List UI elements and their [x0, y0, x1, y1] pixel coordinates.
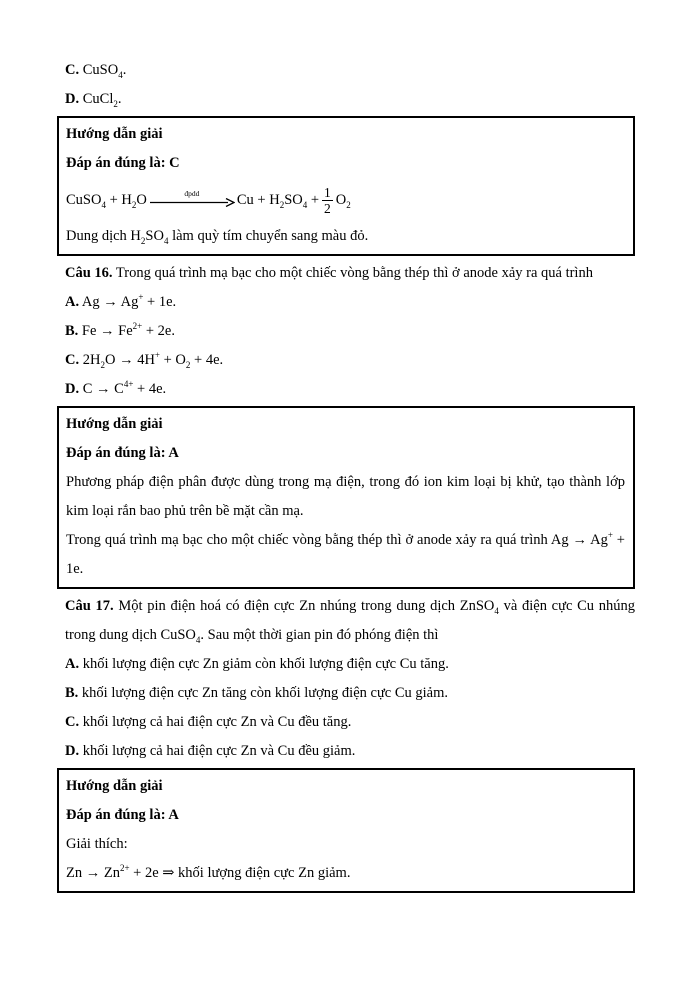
arrow-icon: [149, 198, 235, 207]
option-text: CuSO$_4$.: [79, 62, 127, 80]
question-label: Câu 17.: [65, 598, 114, 614]
question-17: [65, 592, 635, 650]
question-text: Một pin điện hoá có điện cực Zn nhúng trong dung dịch ZnSO$_4$ và điện cực Cu nhúng trong dung dịch CuSO$_4$. Sau một thời gian pin đó phóng điện thì: [65, 598, 635, 645]
fraction: [322, 185, 333, 216]
solution-box-15: [57, 116, 635, 256]
explain-label: Giải thích:: [66, 836, 128, 852]
solution-paragraph: Trong quá trình mạ bạc cho một chiếc vòng bằng thép thì ở anode xảy ra quá trình Ag → Ag+ + 1e.: [66, 530, 625, 577]
solution-title: Hướng dẫn giải: [66, 416, 163, 432]
equation-tail: $O_2$: [335, 191, 351, 210]
solution-note: Dung dịch $H_2SO_4$ làm quỳ tím chuyển sang màu đỏ.: [66, 228, 369, 246]
option-row: [65, 85, 635, 114]
question-16: [65, 259, 635, 288]
solution-paragraph: Phương pháp điện phân được dùng trong mạ điện, trong đó ion kim loại bị khử, tạo thành lớp kim loại rắn bao phủ trên bề mặt cần mạ.: [66, 474, 625, 519]
option-label: D.: [65, 743, 80, 759]
chemical-equation: [66, 178, 625, 222]
option-text: khối lượng cả hai điện cực Zn và Cu đều giảm.: [79, 743, 356, 759]
option-text: CuCl$_2$.: [79, 91, 122, 109]
option-label: B.: [65, 685, 79, 701]
answer-line: Đáp án đúng là: C: [66, 155, 180, 171]
fraction-denominator: 2: [324, 200, 331, 216]
equation-left: CuSO$_4$ + $H_2O$: [66, 191, 147, 210]
answer-line: Đáp án đúng là: A: [66, 445, 179, 461]
option-text: $Fe \to Fe^{2+} + 2e$.: [78, 321, 175, 339]
option-label: C.: [65, 714, 80, 730]
option-row: [65, 346, 635, 375]
fraction-numerator: 1: [324, 184, 331, 200]
solution-title: Hướng dẫn giải: [66, 778, 163, 794]
option-text: khối lượng điện cực Zn giảm còn khối lượng điện cực Cu tăng.: [79, 656, 449, 672]
option-row: [65, 650, 635, 679]
solution-equation: $Zn \to Zn^{2+} + 2e$ ⇒ khối lượng điện cực Zn giảm.: [66, 863, 351, 881]
option-label: A.: [65, 294, 80, 310]
solution-box-16: [57, 406, 635, 589]
option-row: [65, 708, 635, 737]
option-label: C.: [65, 352, 80, 368]
option-text: khối lượng cả hai điện cực Zn và Cu đều tăng.: [79, 714, 352, 730]
option-label: B.: [65, 323, 79, 339]
option-row: [65, 288, 635, 317]
option-row: [65, 317, 635, 346]
option-text: $2H_2O \to 4H^+ + O_2 + 4e$.: [79, 350, 224, 370]
arrow-condition-label: đpdd: [184, 188, 200, 198]
option-row: [65, 737, 635, 766]
option-row: [65, 56, 635, 85]
option-label: C.: [65, 62, 80, 78]
option-label: D.: [65, 91, 80, 107]
option-text: Ag → Ag+ + 1e.: [79, 292, 177, 310]
question-text: Trong quá trình mạ bạc cho một chiếc vòng bằng thép thì ở anode xảy ra quá trình: [112, 265, 593, 281]
option-row: [65, 375, 635, 404]
solution-box-17: [57, 768, 635, 893]
answer-line: Đáp án đúng là: A: [66, 807, 179, 823]
equation-right: $Cu + H_2SO_4$ +: [236, 191, 320, 210]
option-label: D.: [65, 381, 80, 397]
reaction-arrow: [149, 190, 235, 207]
solution-title: Hướng dẫn giải: [66, 126, 163, 142]
option-row: [65, 679, 635, 708]
option-text: $C \to C^{4+} + 4e$.: [79, 379, 167, 397]
option-text: khối lượng điện cực Zn tăng còn khối lượng điện cực Cu giảm.: [78, 685, 449, 701]
option-label: A.: [65, 656, 80, 672]
question-label: Câu 16.: [65, 265, 113, 281]
